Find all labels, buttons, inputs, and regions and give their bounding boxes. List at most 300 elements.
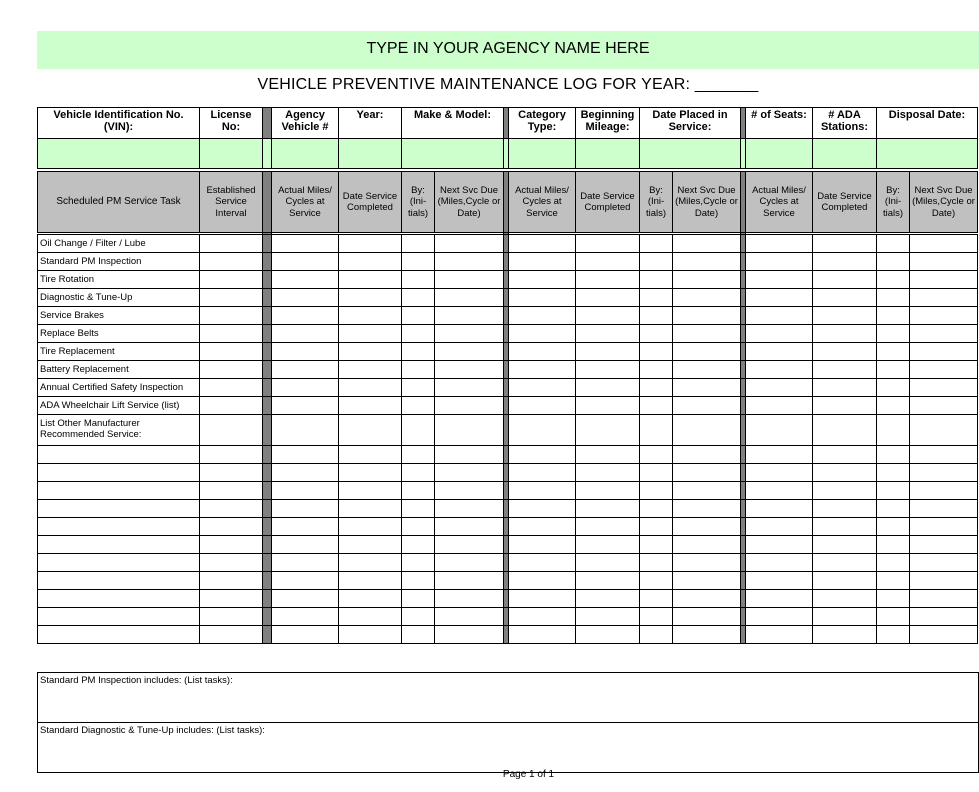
- log-entry-cell[interactable]: [877, 343, 910, 361]
- log-entry-cell[interactable]: [910, 379, 978, 397]
- log-entry-cell[interactable]: [640, 307, 673, 325]
- log-entry-cell[interactable]: [435, 397, 504, 415]
- log-entry-cell[interactable]: [640, 361, 673, 379]
- log-entry-cell[interactable]: [402, 343, 435, 361]
- log-entry-cell[interactable]: [339, 343, 402, 361]
- log-entry-cell[interactable]: [813, 590, 877, 608]
- log-entry-cell[interactable]: [339, 608, 402, 626]
- log-entry-cell[interactable]: [435, 500, 504, 518]
- log-entry-cell[interactable]: [402, 446, 435, 464]
- log-entry-cell[interactable]: [435, 343, 504, 361]
- log-entry-cell[interactable]: [910, 235, 978, 253]
- log-entry-cell[interactable]: [910, 608, 978, 626]
- log-entry-cell[interactable]: [746, 518, 813, 536]
- log-entry-cell[interactable]: [339, 235, 402, 253]
- pm-inspection-notes[interactable]: Standard PM Inspection includes: (List tasks):: [38, 673, 979, 723]
- log-entry-cell[interactable]: [509, 325, 576, 343]
- log-entry-cell[interactable]: [640, 235, 673, 253]
- log-entry-cell[interactable]: [673, 397, 741, 415]
- log-entry-cell[interactable]: [200, 554, 263, 572]
- log-entry-cell[interactable]: [272, 608, 339, 626]
- log-entry-cell[interactable]: [576, 307, 640, 325]
- task-input-cell[interactable]: [38, 464, 200, 482]
- log-entry-cell[interactable]: [272, 271, 339, 289]
- log-entry-cell[interactable]: [640, 608, 673, 626]
- log-entry-cell[interactable]: [272, 572, 339, 590]
- log-entry-cell[interactable]: [673, 608, 741, 626]
- log-entry-cell[interactable]: [402, 361, 435, 379]
- log-entry-cell[interactable]: [509, 415, 576, 446]
- log-entry-cell[interactable]: [877, 554, 910, 572]
- log-entry-cell[interactable]: [877, 253, 910, 271]
- category-input-cell[interactable]: [509, 139, 576, 169]
- log-entry-cell[interactable]: [435, 572, 504, 590]
- log-entry-cell[interactable]: [435, 235, 504, 253]
- log-entry-cell[interactable]: [339, 307, 402, 325]
- task-input-cell[interactable]: [38, 590, 200, 608]
- log-entry-cell[interactable]: [910, 446, 978, 464]
- log-entry-cell[interactable]: [640, 343, 673, 361]
- log-entry-cell[interactable]: [746, 482, 813, 500]
- log-entry-cell[interactable]: [402, 572, 435, 590]
- log-entry-cell[interactable]: [813, 554, 877, 572]
- log-entry-cell[interactable]: [339, 253, 402, 271]
- log-entry-cell[interactable]: [673, 325, 741, 343]
- log-entry-cell[interactable]: [910, 289, 978, 307]
- task-input-cell[interactable]: [38, 518, 200, 536]
- log-entry-cell[interactable]: [910, 626, 978, 644]
- log-entry-cell[interactable]: [746, 572, 813, 590]
- log-entry-cell[interactable]: [200, 608, 263, 626]
- log-entry-cell[interactable]: [435, 554, 504, 572]
- log-entry-cell[interactable]: [576, 379, 640, 397]
- log-entry-cell[interactable]: [435, 253, 504, 271]
- log-entry-cell[interactable]: [910, 253, 978, 271]
- log-entry-cell[interactable]: [813, 518, 877, 536]
- log-entry-cell[interactable]: [272, 235, 339, 253]
- log-entry-cell[interactable]: [339, 572, 402, 590]
- log-entry-cell[interactable]: [576, 554, 640, 572]
- log-entry-cell[interactable]: [746, 271, 813, 289]
- log-entry-cell[interactable]: [576, 235, 640, 253]
- log-entry-cell[interactable]: [746, 253, 813, 271]
- log-entry-cell[interactable]: [910, 361, 978, 379]
- log-entry-cell[interactable]: [673, 446, 741, 464]
- log-entry-cell[interactable]: [435, 271, 504, 289]
- log-entry-cell[interactable]: [877, 590, 910, 608]
- log-entry-cell[interactable]: [877, 536, 910, 554]
- log-entry-cell[interactable]: [200, 482, 263, 500]
- log-entry-cell[interactable]: [509, 379, 576, 397]
- log-entry-cell[interactable]: [746, 415, 813, 446]
- log-entry-cell[interactable]: [272, 307, 339, 325]
- log-entry-cell[interactable]: [402, 235, 435, 253]
- log-entry-cell[interactable]: [813, 464, 877, 482]
- log-entry-cell[interactable]: [746, 626, 813, 644]
- seats-input-cell[interactable]: [746, 139, 813, 169]
- log-entry-cell[interactable]: [910, 518, 978, 536]
- log-entry-cell[interactable]: [877, 235, 910, 253]
- log-entry-cell[interactable]: [910, 536, 978, 554]
- log-entry-cell[interactable]: [813, 325, 877, 343]
- log-entry-cell[interactable]: [673, 379, 741, 397]
- log-entry-cell[interactable]: [640, 536, 673, 554]
- log-entry-cell[interactable]: [673, 464, 741, 482]
- log-entry-cell[interactable]: [339, 464, 402, 482]
- log-entry-cell[interactable]: [640, 397, 673, 415]
- log-entry-cell[interactable]: [673, 572, 741, 590]
- agency-vehicle-input-cell[interactable]: [272, 139, 339, 169]
- log-entry-cell[interactable]: [272, 379, 339, 397]
- log-entry-cell[interactable]: [813, 415, 877, 446]
- log-entry-cell[interactable]: [509, 464, 576, 482]
- log-entry-cell[interactable]: [813, 235, 877, 253]
- log-entry-cell[interactable]: [910, 590, 978, 608]
- log-entry-cell[interactable]: [746, 536, 813, 554]
- log-entry-cell[interactable]: [576, 464, 640, 482]
- log-entry-cell[interactable]: [339, 482, 402, 500]
- log-entry-cell[interactable]: [435, 325, 504, 343]
- log-entry-cell[interactable]: [200, 572, 263, 590]
- log-entry-cell[interactable]: [435, 608, 504, 626]
- log-entry-cell[interactable]: [640, 518, 673, 536]
- log-entry-cell[interactable]: [435, 518, 504, 536]
- log-entry-cell[interactable]: [746, 307, 813, 325]
- log-entry-cell[interactable]: [640, 446, 673, 464]
- log-entry-cell[interactable]: [673, 554, 741, 572]
- log-entry-cell[interactable]: [272, 289, 339, 307]
- log-entry-cell[interactable]: [339, 536, 402, 554]
- log-entry-cell[interactable]: [640, 464, 673, 482]
- log-entry-cell[interactable]: [339, 361, 402, 379]
- log-entry-cell[interactable]: [272, 500, 339, 518]
- log-entry-cell[interactable]: [272, 626, 339, 644]
- log-entry-cell[interactable]: [402, 289, 435, 307]
- log-entry-cell[interactable]: [402, 307, 435, 325]
- log-entry-cell[interactable]: [576, 536, 640, 554]
- log-entry-cell[interactable]: [576, 289, 640, 307]
- log-entry-cell[interactable]: [200, 343, 263, 361]
- log-entry-cell[interactable]: [272, 518, 339, 536]
- log-entry-cell[interactable]: [339, 289, 402, 307]
- log-entry-cell[interactable]: [509, 343, 576, 361]
- log-entry-cell[interactable]: [673, 307, 741, 325]
- log-entry-cell[interactable]: [813, 536, 877, 554]
- log-entry-cell[interactable]: [746, 325, 813, 343]
- log-entry-cell[interactable]: [877, 325, 910, 343]
- log-entry-cell[interactable]: [200, 446, 263, 464]
- log-entry-cell[interactable]: [272, 397, 339, 415]
- log-entry-cell[interactable]: [200, 325, 263, 343]
- log-entry-cell[interactable]: [576, 518, 640, 536]
- log-entry-cell[interactable]: [877, 608, 910, 626]
- log-entry-cell[interactable]: [576, 608, 640, 626]
- log-entry-cell[interactable]: [673, 361, 741, 379]
- log-entry-cell[interactable]: [435, 464, 504, 482]
- log-entry-cell[interactable]: [200, 253, 263, 271]
- agency-name-banner[interactable]: TYPE IN YOUR AGENCY NAME HERE: [37, 31, 979, 69]
- log-entry-cell[interactable]: [272, 590, 339, 608]
- task-input-cell[interactable]: [38, 536, 200, 554]
- log-entry-cell[interactable]: [640, 500, 673, 518]
- log-entry-cell[interactable]: [339, 590, 402, 608]
- log-entry-cell[interactable]: [813, 253, 877, 271]
- log-entry-cell[interactable]: [435, 590, 504, 608]
- log-entry-cell[interactable]: [200, 464, 263, 482]
- log-entry-cell[interactable]: [746, 289, 813, 307]
- log-entry-cell[interactable]: [640, 554, 673, 572]
- log-entry-cell[interactable]: [746, 608, 813, 626]
- log-entry-cell[interactable]: [673, 590, 741, 608]
- task-input-cell[interactable]: [38, 446, 200, 464]
- log-entry-cell[interactable]: [339, 325, 402, 343]
- log-entry-cell[interactable]: [576, 343, 640, 361]
- log-entry-cell[interactable]: [746, 235, 813, 253]
- log-entry-cell[interactable]: [339, 379, 402, 397]
- log-entry-cell[interactable]: [673, 536, 741, 554]
- log-entry-cell[interactable]: [640, 626, 673, 644]
- log-entry-cell[interactable]: [402, 590, 435, 608]
- diagnostic-notes[interactable]: Standard Diagnostic & Tune-Up includes: (List tasks):: [38, 723, 979, 773]
- year-input-cell[interactable]: [339, 139, 402, 169]
- log-entry-cell[interactable]: [673, 271, 741, 289]
- log-entry-cell[interactable]: [673, 253, 741, 271]
- log-entry-cell[interactable]: [813, 361, 877, 379]
- log-entry-cell[interactable]: [509, 397, 576, 415]
- log-entry-cell[interactable]: [673, 626, 741, 644]
- log-entry-cell[interactable]: [910, 397, 978, 415]
- log-entry-cell[interactable]: [435, 536, 504, 554]
- log-entry-cell[interactable]: [402, 500, 435, 518]
- log-entry-cell[interactable]: [877, 572, 910, 590]
- task-input-cell[interactable]: [38, 500, 200, 518]
- log-entry-cell[interactable]: [640, 482, 673, 500]
- license-input-cell[interactable]: [200, 139, 263, 169]
- log-entry-cell[interactable]: [509, 608, 576, 626]
- log-entry-cell[interactable]: [509, 361, 576, 379]
- log-entry-cell[interactable]: [813, 572, 877, 590]
- log-entry-cell[interactable]: [910, 271, 978, 289]
- log-entry-cell[interactable]: [402, 626, 435, 644]
- log-entry-cell[interactable]: [813, 626, 877, 644]
- log-entry-cell[interactable]: [813, 343, 877, 361]
- log-entry-cell[interactable]: [877, 271, 910, 289]
- log-entry-cell[interactable]: [402, 464, 435, 482]
- log-entry-cell[interactable]: [813, 289, 877, 307]
- log-entry-cell[interactable]: [435, 446, 504, 464]
- beginning-mileage-input-cell[interactable]: [576, 139, 640, 169]
- task-input-cell[interactable]: [38, 626, 200, 644]
- log-entry-cell[interactable]: [746, 446, 813, 464]
- log-entry-cell[interactable]: [746, 554, 813, 572]
- log-entry-cell[interactable]: [746, 590, 813, 608]
- log-entry-cell[interactable]: [877, 464, 910, 482]
- log-entry-cell[interactable]: [509, 253, 576, 271]
- log-entry-cell[interactable]: [339, 271, 402, 289]
- log-entry-cell[interactable]: [673, 415, 741, 446]
- log-entry-cell[interactable]: [509, 307, 576, 325]
- log-entry-cell[interactable]: [640, 379, 673, 397]
- disposal-date-input-cell[interactable]: [877, 139, 978, 169]
- log-entry-cell[interactable]: [576, 500, 640, 518]
- log-entry-cell[interactable]: [339, 518, 402, 536]
- log-entry-cell[interactable]: [910, 464, 978, 482]
- log-entry-cell[interactable]: [339, 446, 402, 464]
- log-entry-cell[interactable]: [910, 343, 978, 361]
- log-entry-cell[interactable]: [272, 361, 339, 379]
- log-entry-cell[interactable]: [402, 554, 435, 572]
- log-entry-cell[interactable]: [402, 415, 435, 446]
- log-entry-cell[interactable]: [877, 626, 910, 644]
- ada-stations-input-cell[interactable]: [813, 139, 877, 169]
- log-entry-cell[interactable]: [272, 253, 339, 271]
- log-entry-cell[interactable]: [877, 415, 910, 446]
- log-entry-cell[interactable]: [576, 253, 640, 271]
- log-entry-cell[interactable]: [402, 518, 435, 536]
- task-input-cell[interactable]: [38, 572, 200, 590]
- log-entry-cell[interactable]: [910, 415, 978, 446]
- log-entry-cell[interactable]: [877, 446, 910, 464]
- log-entry-cell[interactable]: [746, 343, 813, 361]
- log-entry-cell[interactable]: [673, 500, 741, 518]
- log-entry-cell[interactable]: [200, 307, 263, 325]
- log-entry-cell[interactable]: [746, 397, 813, 415]
- log-entry-cell[interactable]: [435, 379, 504, 397]
- log-entry-cell[interactable]: [200, 271, 263, 289]
- log-entry-cell[interactable]: [435, 626, 504, 644]
- log-entry-cell[interactable]: [813, 482, 877, 500]
- log-entry-cell[interactable]: [877, 379, 910, 397]
- log-entry-cell[interactable]: [200, 235, 263, 253]
- log-entry-cell[interactable]: [435, 482, 504, 500]
- log-entry-cell[interactable]: [673, 343, 741, 361]
- log-entry-cell[interactable]: [402, 379, 435, 397]
- log-entry-cell[interactable]: [813, 446, 877, 464]
- log-entry-cell[interactable]: [746, 500, 813, 518]
- log-entry-cell[interactable]: [435, 289, 504, 307]
- log-entry-cell[interactable]: [673, 289, 741, 307]
- log-entry-cell[interactable]: [877, 482, 910, 500]
- log-entry-cell[interactable]: [910, 307, 978, 325]
- log-entry-cell[interactable]: [339, 500, 402, 518]
- log-entry-cell[interactable]: [435, 361, 504, 379]
- log-entry-cell[interactable]: [200, 397, 263, 415]
- log-entry-cell[interactable]: [746, 464, 813, 482]
- log-entry-cell[interactable]: [200, 361, 263, 379]
- log-entry-cell[interactable]: [272, 536, 339, 554]
- log-entry-cell[interactable]: [673, 235, 741, 253]
- log-entry-cell[interactable]: [402, 271, 435, 289]
- log-entry-cell[interactable]: [402, 325, 435, 343]
- log-entry-cell[interactable]: [200, 289, 263, 307]
- log-entry-cell[interactable]: [200, 590, 263, 608]
- log-entry-cell[interactable]: [576, 446, 640, 464]
- log-entry-cell[interactable]: [272, 464, 339, 482]
- log-entry-cell[interactable]: [640, 253, 673, 271]
- log-entry-cell[interactable]: [877, 361, 910, 379]
- log-entry-cell[interactable]: [272, 415, 339, 446]
- log-entry-cell[interactable]: [877, 289, 910, 307]
- log-entry-cell[interactable]: [200, 536, 263, 554]
- log-entry-cell[interactable]: [576, 415, 640, 446]
- log-entry-cell[interactable]: [576, 482, 640, 500]
- log-entry-cell[interactable]: [272, 325, 339, 343]
- log-entry-cell[interactable]: [877, 500, 910, 518]
- log-entry-cell[interactable]: [272, 446, 339, 464]
- log-entry-cell[interactable]: [910, 482, 978, 500]
- log-entry-cell[interactable]: [576, 572, 640, 590]
- log-entry-cell[interactable]: [673, 518, 741, 536]
- log-entry-cell[interactable]: [435, 415, 504, 446]
- log-entry-cell[interactable]: [877, 518, 910, 536]
- log-entry-cell[interactable]: [640, 415, 673, 446]
- log-entry-cell[interactable]: [509, 590, 576, 608]
- log-entry-cell[interactable]: [402, 253, 435, 271]
- make-model-input-cell[interactable]: [402, 139, 504, 169]
- log-entry-cell[interactable]: [200, 518, 263, 536]
- log-entry-cell[interactable]: [640, 590, 673, 608]
- log-entry-cell[interactable]: [339, 415, 402, 446]
- log-entry-cell[interactable]: [402, 397, 435, 415]
- log-entry-cell[interactable]: [339, 626, 402, 644]
- log-entry-cell[interactable]: [910, 325, 978, 343]
- log-entry-cell[interactable]: [509, 518, 576, 536]
- log-entry-cell[interactable]: [509, 446, 576, 464]
- log-entry-cell[interactable]: [576, 626, 640, 644]
- task-input-cell[interactable]: [38, 554, 200, 572]
- log-entry-cell[interactable]: [402, 482, 435, 500]
- log-entry-cell[interactable]: [200, 415, 263, 446]
- log-entry-cell[interactable]: [576, 271, 640, 289]
- log-entry-cell[interactable]: [509, 482, 576, 500]
- log-entry-cell[interactable]: [200, 626, 263, 644]
- log-entry-cell[interactable]: [402, 608, 435, 626]
- log-entry-cell[interactable]: [813, 608, 877, 626]
- log-entry-cell[interactable]: [509, 572, 576, 590]
- log-entry-cell[interactable]: [640, 289, 673, 307]
- log-entry-cell[interactable]: [813, 397, 877, 415]
- log-entry-cell[interactable]: [509, 235, 576, 253]
- log-entry-cell[interactable]: [509, 271, 576, 289]
- log-entry-cell[interactable]: [746, 361, 813, 379]
- log-entry-cell[interactable]: [813, 271, 877, 289]
- log-entry-cell[interactable]: [813, 379, 877, 397]
- log-entry-cell[interactable]: [910, 500, 978, 518]
- log-entry-cell[interactable]: [877, 397, 910, 415]
- log-entry-cell[interactable]: [272, 554, 339, 572]
- log-entry-cell[interactable]: [339, 397, 402, 415]
- log-entry-cell[interactable]: [272, 343, 339, 361]
- log-entry-cell[interactable]: [910, 554, 978, 572]
- log-entry-cell[interactable]: [509, 500, 576, 518]
- log-entry-cell[interactable]: [200, 500, 263, 518]
- log-entry-cell[interactable]: [272, 482, 339, 500]
- log-entry-cell[interactable]: [509, 289, 576, 307]
- log-entry-cell[interactable]: [509, 536, 576, 554]
- log-entry-cell[interactable]: [435, 307, 504, 325]
- log-entry-cell[interactable]: [576, 590, 640, 608]
- log-entry-cell[interactable]: [509, 554, 576, 572]
- log-entry-cell[interactable]: [200, 379, 263, 397]
- log-entry-cell[interactable]: [877, 307, 910, 325]
- log-entry-cell[interactable]: [640, 271, 673, 289]
- log-entry-cell[interactable]: [673, 482, 741, 500]
- log-entry-cell[interactable]: [813, 307, 877, 325]
- log-entry-cell[interactable]: [813, 500, 877, 518]
- log-entry-cell[interactable]: [640, 572, 673, 590]
- task-input-cell[interactable]: [38, 608, 200, 626]
- log-entry-cell[interactable]: [576, 325, 640, 343]
